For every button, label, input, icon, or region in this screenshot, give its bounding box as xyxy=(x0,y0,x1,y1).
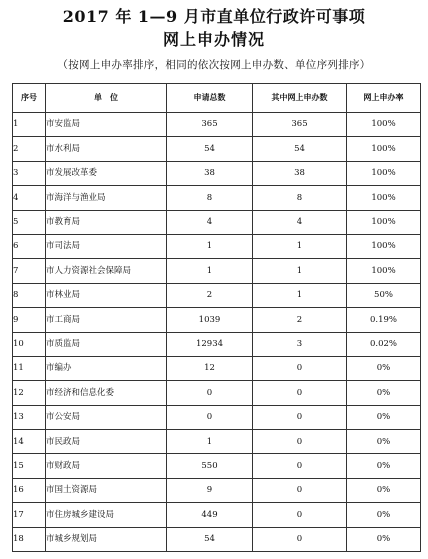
cell-no: 11 xyxy=(13,356,46,380)
cell-total: 12 xyxy=(167,356,253,380)
cell-online: 1 xyxy=(253,234,347,258)
table-row xyxy=(13,113,421,137)
cell-unit: 市国土资源局 xyxy=(46,478,167,502)
cell-online: 365 xyxy=(253,113,347,137)
cell-no: 8 xyxy=(13,283,46,307)
cell-total: 0 xyxy=(167,405,253,429)
cell-rate: 0% xyxy=(347,478,421,502)
cell-rate: 0% xyxy=(347,381,421,405)
table-row xyxy=(13,283,421,307)
cell-no: 17 xyxy=(13,503,46,527)
table-row xyxy=(13,430,421,454)
cell-total: 54 xyxy=(167,137,253,161)
cell-total: 1039 xyxy=(167,308,253,332)
cell-no: 1 xyxy=(13,113,46,137)
cell-total: 2 xyxy=(167,283,253,307)
cell-rate: 0% xyxy=(347,503,421,527)
cell-unit: 市公安局 xyxy=(46,405,167,429)
cell-online: 0 xyxy=(253,454,347,478)
cell-no: 18 xyxy=(13,527,46,551)
cell-total: 0 xyxy=(167,381,253,405)
cell-online: 3 xyxy=(253,332,347,356)
table-row xyxy=(13,137,421,161)
header-total: 申请总数 xyxy=(167,84,253,113)
cell-unit: 市编办 xyxy=(46,356,167,380)
cell-no: 10 xyxy=(13,332,46,356)
cell-total: 54 xyxy=(167,527,253,551)
cell-rate: 100% xyxy=(347,234,421,258)
cell-online: 0 xyxy=(253,381,347,405)
cell-rate: 100% xyxy=(347,161,421,185)
cell-online: 0 xyxy=(253,356,347,380)
cell-rate: 100% xyxy=(347,137,421,161)
cell-unit: 市工商局 xyxy=(46,308,167,332)
cell-total: 1 xyxy=(167,259,253,283)
table-row xyxy=(13,478,421,502)
cell-rate: 0% xyxy=(347,405,421,429)
table-row xyxy=(13,161,421,185)
table-row xyxy=(13,186,421,210)
header-online: 其中网上申办数 xyxy=(253,84,347,113)
approval-table xyxy=(12,83,421,552)
header-rate: 网上申办率 xyxy=(347,84,421,113)
table-header-row xyxy=(13,84,421,113)
cell-online: 0 xyxy=(253,503,347,527)
cell-no: 14 xyxy=(13,430,46,454)
cell-online: 0 xyxy=(253,430,347,454)
cell-total: 1 xyxy=(167,234,253,258)
cell-total: 449 xyxy=(167,503,253,527)
cell-rate: 0% xyxy=(347,454,421,478)
cell-no: 5 xyxy=(13,210,46,234)
document-title-line1: 2017 年 1—9 月市直单位行政许可事项 xyxy=(62,7,366,26)
cell-unit: 市人力资源社会保障局 xyxy=(46,259,167,283)
cell-total: 550 xyxy=(167,454,253,478)
table-row xyxy=(13,454,421,478)
cell-no: 13 xyxy=(13,405,46,429)
cell-unit: 市安监局 xyxy=(46,113,167,137)
cell-no: 2 xyxy=(13,137,46,161)
table-row xyxy=(13,332,421,356)
cell-total: 12934 xyxy=(167,332,253,356)
cell-total: 1 xyxy=(167,430,253,454)
cell-no: 3 xyxy=(13,161,46,185)
cell-total: 9 xyxy=(167,478,253,502)
cell-total: 365 xyxy=(167,113,253,137)
cell-rate: 100% xyxy=(347,259,421,283)
cell-online: 38 xyxy=(253,161,347,185)
cell-unit: 市民政局 xyxy=(46,430,167,454)
cell-online: 1 xyxy=(253,259,347,283)
cell-unit: 市财政局 xyxy=(46,454,167,478)
table-row xyxy=(13,234,421,258)
cell-rate: 0% xyxy=(347,356,421,380)
cell-rate: 0% xyxy=(347,430,421,454)
cell-rate: 100% xyxy=(347,186,421,210)
cell-no: 7 xyxy=(13,259,46,283)
cell-unit: 市住房城乡建设局 xyxy=(46,503,167,527)
cell-unit: 市质监局 xyxy=(46,332,167,356)
cell-no: 4 xyxy=(13,186,46,210)
cell-no: 12 xyxy=(13,381,46,405)
cell-unit: 市教育局 xyxy=(46,210,167,234)
cell-rate: 0.19% xyxy=(347,308,421,332)
cell-rate: 50% xyxy=(347,283,421,307)
cell-no: 16 xyxy=(13,478,46,502)
table-row xyxy=(13,381,421,405)
table-row xyxy=(13,405,421,429)
cell-rate: 100% xyxy=(347,113,421,137)
cell-online: 0 xyxy=(253,478,347,502)
cell-unit: 市海洋与渔业局 xyxy=(46,186,167,210)
table-row xyxy=(13,356,421,380)
table-row xyxy=(13,210,421,234)
cell-rate: 0.02% xyxy=(347,332,421,356)
cell-no: 6 xyxy=(13,234,46,258)
table-row xyxy=(13,527,421,551)
table-body xyxy=(13,113,421,552)
cell-online: 54 xyxy=(253,137,347,161)
cell-online: 4 xyxy=(253,210,347,234)
table-row xyxy=(13,259,421,283)
table-row xyxy=(13,503,421,527)
cell-rate: 100% xyxy=(347,210,421,234)
table-row xyxy=(13,308,421,332)
cell-unit: 市水利局 xyxy=(46,137,167,161)
cell-unit: 市司法局 xyxy=(46,234,167,258)
cell-online: 2 xyxy=(253,308,347,332)
document-title-line2: 网上申办情况 xyxy=(162,30,265,49)
cell-unit: 市城乡规划局 xyxy=(46,527,167,551)
header-no: 序号 xyxy=(13,84,46,113)
document-subtitle: （按网上申办率排序，相同的依次按网上申办数、单位序列排序） xyxy=(57,59,371,71)
cell-online: 8 xyxy=(253,186,347,210)
cell-total: 4 xyxy=(167,210,253,234)
cell-online: 0 xyxy=(253,405,347,429)
cell-unit: 市发展改革委 xyxy=(46,161,167,185)
header-unit: 单 位 xyxy=(46,84,167,113)
cell-total: 38 xyxy=(167,161,253,185)
cell-no: 15 xyxy=(13,454,46,478)
cell-unit: 市林业局 xyxy=(46,283,167,307)
cell-total: 8 xyxy=(167,186,253,210)
cell-online: 0 xyxy=(253,527,347,551)
cell-online: 1 xyxy=(253,283,347,307)
cell-unit: 市经济和信息化委 xyxy=(46,381,167,405)
cell-no: 9 xyxy=(13,308,46,332)
cell-rate: 0% xyxy=(347,527,421,551)
